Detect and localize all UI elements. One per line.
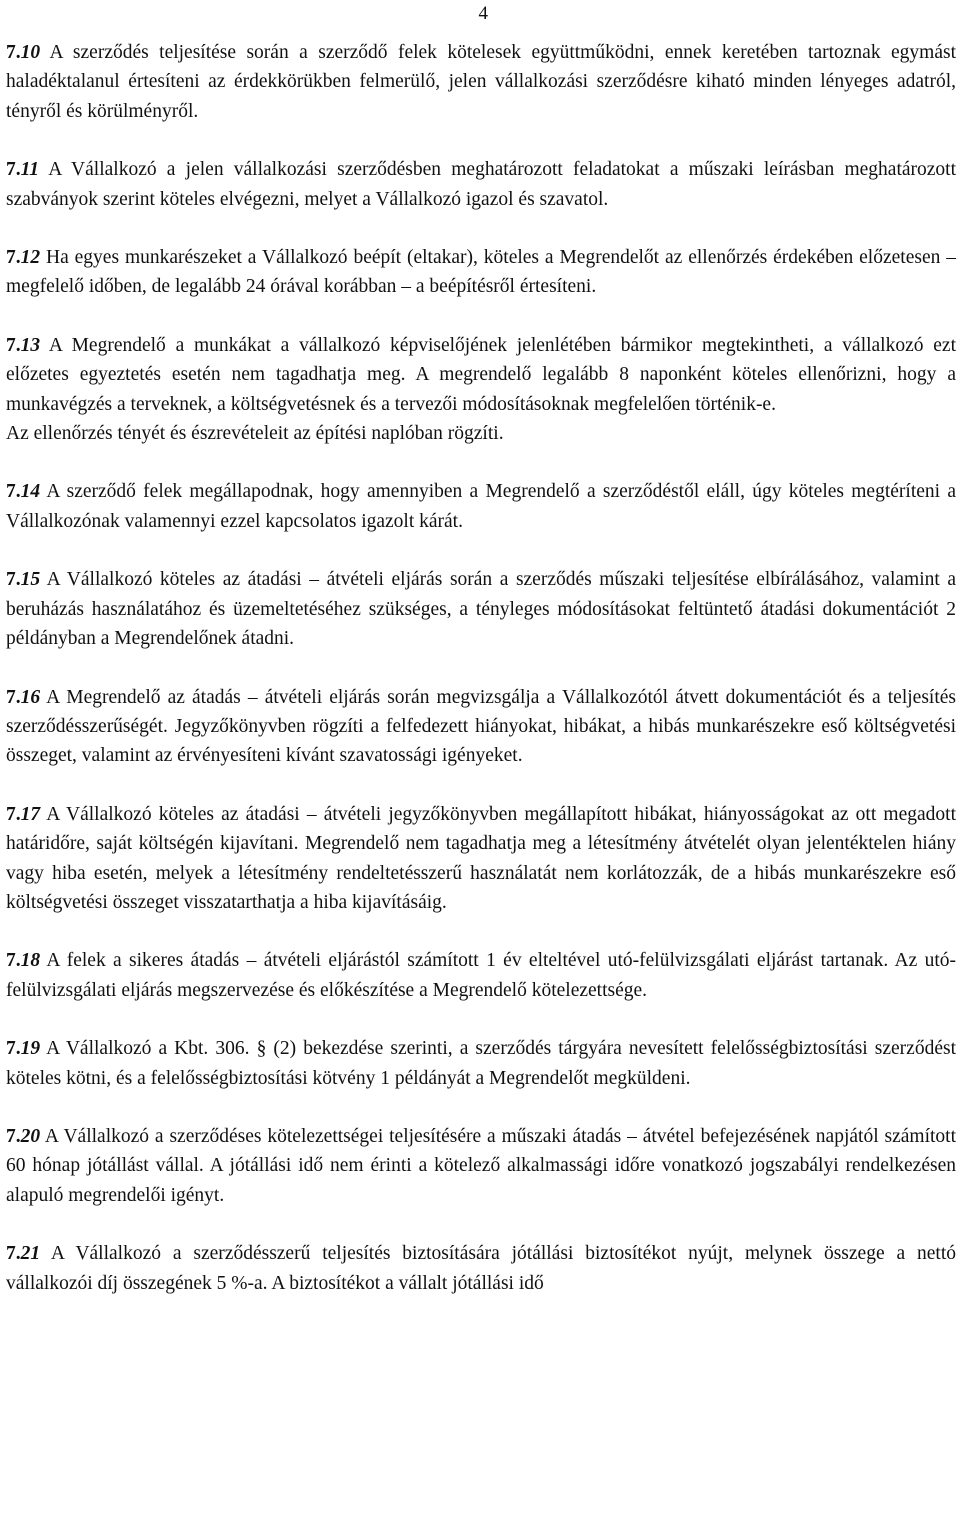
clause-text: A Vállalkozó a jelen vállalkozási szerződésben meghatározott feladatokat a műszaki leírásban meghatározott szabványok szerint köteles elvégezni, melyet a Vállalkozó igazol és szavatol. — [6, 159, 956, 210]
clause-number: 7.18 — [6, 950, 41, 972]
clause-number: 7.10 — [6, 42, 41, 63]
clause-7-11 — [6, 155, 956, 214]
clause-number: 7.21 — [6, 1243, 41, 1265]
clause-text: A Vállalkozó a Kbt. 306. § (2) bekezdése szerinti, a szerződés tárgyára nevesített felelősségbiztosítási szerződést köteles kötni, és a felelősségbiztosítási kötvény 1 példányát a Megrendelőt megküldeni. — [6, 1038, 956, 1089]
clause-number: 7.11 — [6, 159, 40, 181]
clause-7-16 — [6, 683, 956, 771]
document-body — [6, 38, 956, 1298]
clause-number: 7.12 — [6, 247, 41, 269]
clause-text: A szerződés teljesítése során a szerződő felek kötelesek együttműködni, ennek keretében tartoznak egymást haladéktalanul értesíteni az érdekkörükben felmerülő, jelen vállalkozási szerződésre kiható minden lényeges adatról, tényről és körülményről. — [6, 42, 956, 122]
clause-7-18 — [6, 946, 956, 1005]
clause-text: A Vállalkozó köteles az átadási – átvételi jegyzőkönyvben megállapított hibákat, hiányosságokat az ott megadott határidőre, saját költségén kijavítani. Megrendelő nem tagadhatja meg a létesítmény átvételét olyan jelentéktelen hiány vagy hiba esetén, melyek a létesítmény rendeltetésszerű használatát nem korlátozzák, de a hibás munkarészekre eső költségvetési összeget visszatarthatja a hiba kijavításáig. — [6, 803, 956, 913]
clause-text: A Megrendelő a munkákat a vállalkozó képviselőjének jelenlétében bármikor megtekintheti, a vállalkozó ezt előzetes egyeztetés esetén nem tagadhatja meg. A megrendelő legalább 8 naponként köteles ellenőrizni, hogy a munkavégzés a terveknek, a költségvetésnek és a tervezői módosításoknak megfelelően történik-e. — [6, 334, 956, 415]
clause-number: 7.13 — [6, 334, 41, 356]
clause-7-12 — [6, 243, 956, 302]
clause-7-13-extra: Az ellenőrzés tényét és észrevételeit az építési naplóban rögzíti. — [6, 423, 504, 445]
clause-7-21 — [6, 1239, 956, 1298]
clause-text: A szerződő felek megállapodnak, hogy amennyiben a Megrendelő a szerződéstől eláll, úgy köteles megtéríteni a Vállalkozónak valamennyi ezzel kapcsolatos igazolt kárát. — [6, 481, 956, 532]
clause-number: 7.17 — [6, 803, 41, 825]
page-number: 4 — [478, 3, 488, 24]
clause-text: A Vállalkozó a szerződésszerű teljesítés biztosítására jótállási biztosítékot nyújt, melynek összege a nettó vállalkozói díj összegének 5 %-a. A biztosítékot a vállalt jótállási idő — [6, 1243, 956, 1294]
clause-text: A Megrendelő az átadás – átvételi eljárás során megvizsgálja a Vállalkozótól átvett dokumentációt és a teljesítés szerződésszerűségét. Jegyzőkönyvben rögzíti a felfedezett hiányokat, hibákat, a hibás munkarészekre eső költségvetési összeget, valamint az érvényesíteni kívánt szavatossági igényeket. — [6, 686, 956, 767]
clause-number: 7.20 — [6, 1125, 41, 1147]
clause-7-17 — [6, 800, 956, 918]
clause-text: A felek a sikeres átadás – átvételi eljárástól számított 1 év elteltével utó-felülvizsgálati eljárást tartanak. Az utó-felülvizsgálati eljárás megszervezése és előkészítése a Megrendelő kötelezettsége. — [6, 950, 956, 1001]
clause-text: A Vállalkozó a szerződéses kötelezettségei teljesítésére a műszaki átadás – átvétel befejezésének napjától számított 60 hónap jótállást vállal. A jótállási idő nem érinti a kötelező alkalmassági időre vonatkozó jogszabályi rendelkezésen alapuló megrendelői igényt. — [6, 1125, 956, 1206]
clause-number: 7.15 — [6, 569, 41, 591]
clause-text: A Vállalkozó köteles az átadási – átvételi eljárás során a szerződés műszaki teljesítése elbírálásához, valamint a beruházás használatához és üzemeltetéséhez szükséges, a tényleges módosításokat feltüntető átadási dokumentációt 2 példányban a Megrendelőnek átadni. — [6, 569, 956, 650]
clause-number: 7.19 — [6, 1038, 41, 1060]
clause-7-15 — [6, 565, 956, 653]
clause-7-10 — [6, 38, 956, 126]
clause-number: 7.16 — [6, 686, 41, 708]
clause-number: 7.14 — [6, 481, 41, 503]
clause-text: Ha egyes munkarészeket a Vállalkozó beépít (eltakar), köteles a Megrendelőt az ellenőrzés érdekében előzetesen – megfelelő időben, de legalább 24 órával korábban – a beépítésről értesíteni. — [6, 247, 956, 298]
clause-7-14 — [6, 477, 956, 536]
clause-7-20 — [6, 1122, 956, 1210]
clause-7-19 — [6, 1034, 956, 1093]
clause-7-13 — [6, 331, 956, 419]
